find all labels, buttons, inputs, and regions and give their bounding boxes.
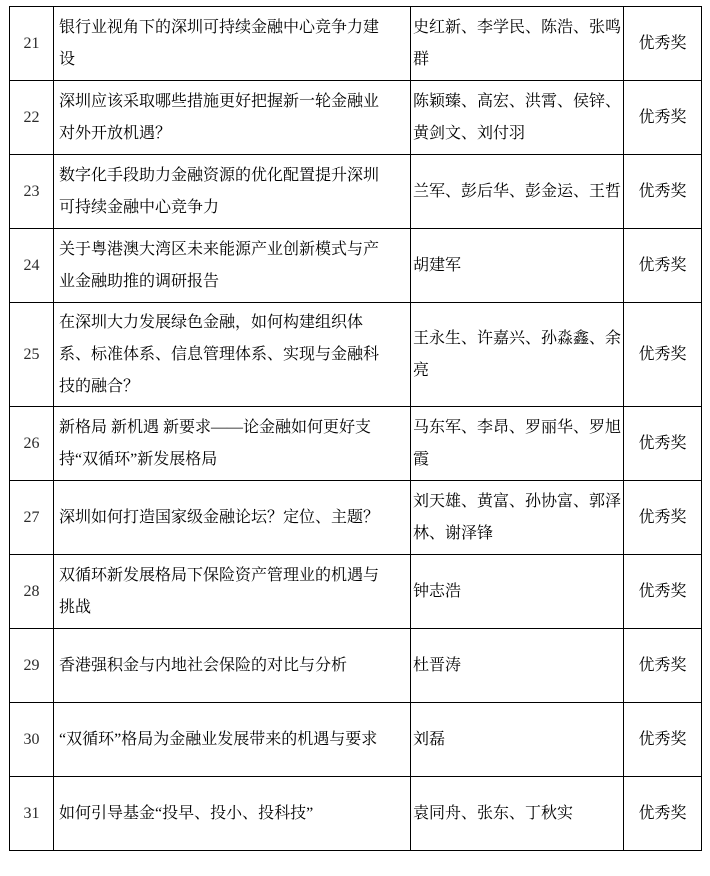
awards-table-body <box>10 7 702 851</box>
entry-title-cell: 银行业视角下的深圳可持续金融中心竞争力建设 <box>54 7 411 81</box>
row-number-cell: 28 <box>10 555 54 629</box>
authors-cell: 兰军、彭后华、彭金运、王哲 <box>411 155 624 229</box>
award-cell: 优秀奖 <box>624 555 702 629</box>
row-number-cell: 22 <box>10 81 54 155</box>
award-cell: 优秀奖 <box>624 155 702 229</box>
table-row <box>10 155 702 229</box>
authors-cell: 陈颖臻、高宏、洪霄、侯锌、黄剑文、刘付羽 <box>411 81 624 155</box>
row-number-cell: 30 <box>10 703 54 777</box>
entry-title-cell: 香港强积金与内地社会保险的对比与分析 <box>54 629 411 703</box>
row-number-cell: 25 <box>10 303 54 407</box>
row-number-cell: 27 <box>10 481 54 555</box>
award-cell: 优秀奖 <box>624 229 702 303</box>
table-row <box>10 629 702 703</box>
row-number-cell: 26 <box>10 407 54 481</box>
authors-cell: 刘天雄、黄富、孙协富、郭泽林、谢泽锋 <box>411 481 624 555</box>
award-cell: 优秀奖 <box>624 407 702 481</box>
authors-cell: 袁同舟、张东、丁秋实 <box>411 777 624 851</box>
awards-table <box>9 6 702 851</box>
award-cell: 优秀奖 <box>624 303 702 407</box>
entry-title-cell: 深圳如何打造国家级金融论坛？定位、主题？ <box>54 481 411 555</box>
award-cell: 优秀奖 <box>624 7 702 81</box>
row-number-cell: 29 <box>10 629 54 703</box>
authors-cell: 胡建军 <box>411 229 624 303</box>
award-cell: 优秀奖 <box>624 481 702 555</box>
row-number-cell: 24 <box>10 229 54 303</box>
award-cell: 优秀奖 <box>624 703 702 777</box>
entry-title-cell: 如何引导基金“投早、投小、投科技” <box>54 777 411 851</box>
table-row <box>10 555 702 629</box>
entry-title-cell: 关于粤港澳大湾区未来能源产业创新模式与产业金融助推的调研报告 <box>54 229 411 303</box>
entry-title-cell: “双循环”格局为金融业发展带来的机遇与要求 <box>54 703 411 777</box>
table-row <box>10 303 702 407</box>
authors-cell: 刘磊 <box>411 703 624 777</box>
table-row <box>10 7 702 81</box>
table-row <box>10 777 702 851</box>
award-cell: 优秀奖 <box>624 777 702 851</box>
entry-title-cell: 新格局 新机遇 新要求——论金融如何更好支持“双循环”新发展格局 <box>54 407 411 481</box>
authors-cell: 杜晋涛 <box>411 629 624 703</box>
entry-title-cell: 数字化手段助力金融资源的优化配置提升深圳可持续金融中心竞争力 <box>54 155 411 229</box>
table-row <box>10 407 702 481</box>
table-row <box>10 481 702 555</box>
row-number-cell: 31 <box>10 777 54 851</box>
award-cell: 优秀奖 <box>624 81 702 155</box>
entry-title-cell: 双循环新发展格局下保险资产管理业的机遇与挑战 <box>54 555 411 629</box>
award-cell: 优秀奖 <box>624 629 702 703</box>
table-row <box>10 229 702 303</box>
entry-title-cell: 在深圳大力发展绿色金融，如何构建组织体系、标准体系、信息管理体系、实现与金融科技的融合？ <box>54 303 411 407</box>
row-number-cell: 23 <box>10 155 54 229</box>
row-number-cell: 21 <box>10 7 54 81</box>
authors-cell: 史红新、李学民、陈浩、张鸣群 <box>411 7 624 81</box>
authors-cell: 马东军、李昂、罗丽华、罗旭霞 <box>411 407 624 481</box>
authors-cell: 钟志浩 <box>411 555 624 629</box>
authors-cell: 王永生、许嘉兴、孙淼鑫、余亮 <box>411 303 624 407</box>
entry-title-cell: 深圳应该采取哪些措施更好把握新一轮金融业对外开放机遇？ <box>54 81 411 155</box>
table-row <box>10 81 702 155</box>
table-row <box>10 703 702 777</box>
